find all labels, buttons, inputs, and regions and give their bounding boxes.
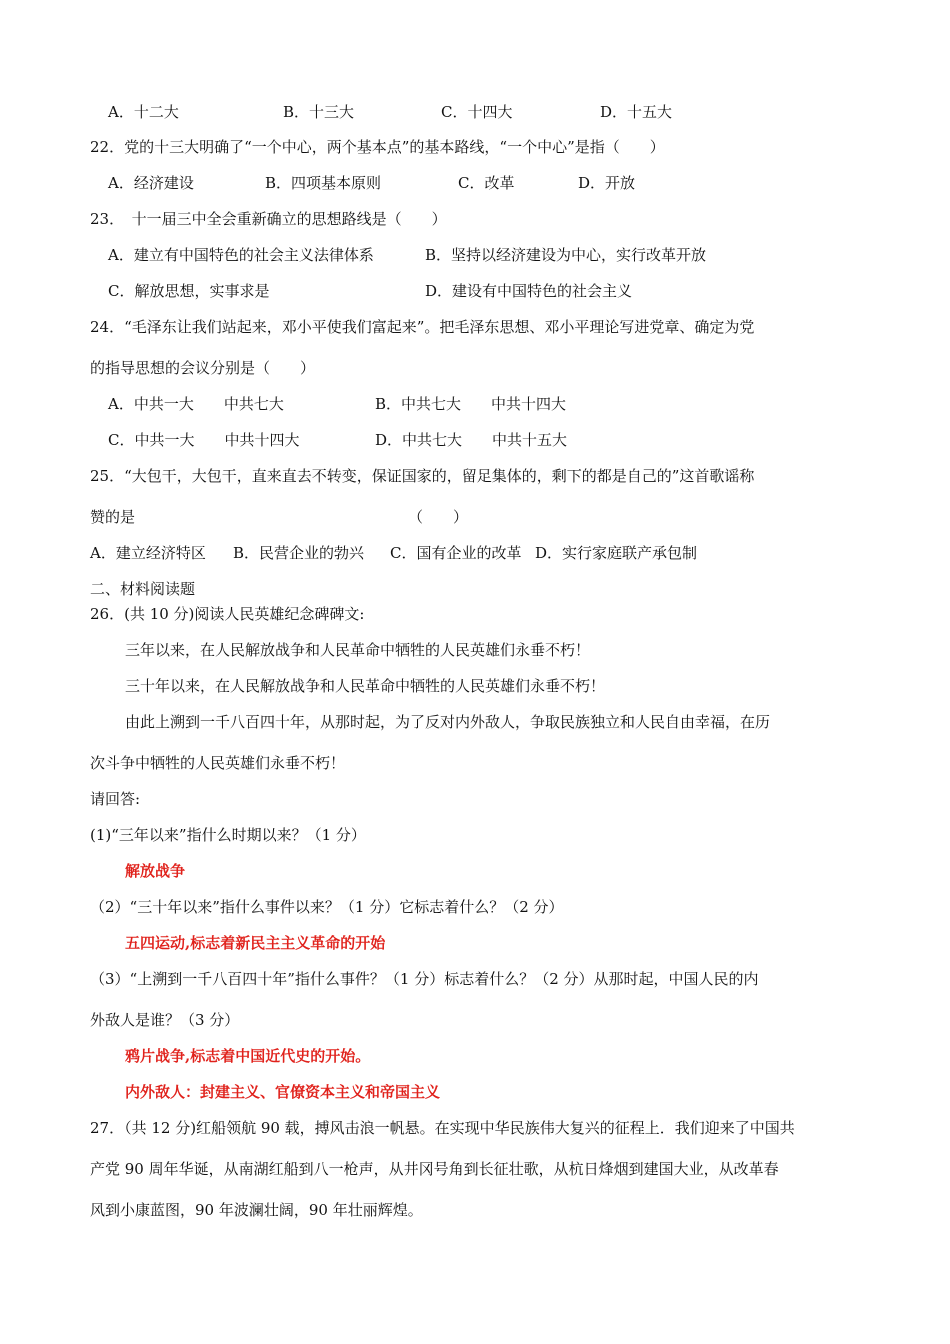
q26-sub-question-2: （2）“三十年以来”指什么事件以来？（1 分）它标志着什么？（2 分） xyxy=(90,898,564,916)
q22-option-b: B．四项基本原则 xyxy=(265,174,382,192)
q26-material-2: 三十年以来，在人民解放战争和人民革命中牺牲的人民英雄们永垂不朽！ xyxy=(125,677,606,695)
q23-option-a: A．建立有中国特色的社会主义法律体系 xyxy=(108,246,374,264)
q27-line-1: 27．（共 12 分)红船领航 90 载，搏风击浪一帆悬。在实现中华民族伟大复兴的征程上．我们迎来了中国共 xyxy=(90,1119,795,1137)
q26-material-1: 三年以来，在人民解放战争和人民革命中牺牲的人民英雄们永垂不朽！ xyxy=(125,641,591,659)
q27-line-3: 风到小康蓝图，90 年波澜壮阔，90 年壮丽辉煌。 xyxy=(90,1201,423,1219)
q23-stem: 23． 十一届三中全会重新确立的思想路线是（ ） xyxy=(90,210,447,228)
q24-option-c: C．中共一大 中共十四大 xyxy=(108,431,300,449)
q25-option-d: D．实行家庭联产承包制 xyxy=(535,544,698,562)
q21-option-c: C．十四大 xyxy=(441,103,513,121)
q22-option-a: A．经济建设 xyxy=(108,174,194,192)
q26-material-3-line2: 次斗争中牺牲的人民英雄们永垂不朽！ xyxy=(90,754,346,772)
q24-option-d: D．中共七大 中共十五大 xyxy=(375,431,568,449)
q25-option-b: B．民营企业的勃兴 xyxy=(233,544,365,562)
q25-option-a: A．建立经济特区 xyxy=(90,544,206,562)
q21-option-a: A．十二大 xyxy=(108,103,179,121)
q25-stem-line1: 25．“大包干，大包干，直来直去不转变，保证国家的，留足集体的，剩下的都是自己的”这首歌谣称 xyxy=(90,467,755,485)
q23-option-d: D．建设有中国特色的社会主义 xyxy=(425,282,633,300)
q26-answer-3b: 内外敌人：封建主义、官僚资本主义和帝国主义 xyxy=(125,1083,441,1101)
q24-stem-line2: 的指导思想的会议分别是（ ） xyxy=(90,359,316,377)
q24-stem-line1: 24．“毛泽东让我们站起来，邓小平使我们富起来”。把毛泽东思想、邓小平理论写进党章、确定为党 xyxy=(90,318,755,336)
q26-answer-1: 解放战争 xyxy=(125,862,186,880)
q26-sub-question-3-line2: 外敌人是谁？（3 分） xyxy=(90,1011,240,1029)
q21-option-d: D．十五大 xyxy=(600,103,673,121)
q26-material-3-line1: 由此上溯到一千八百四十年，从那时起，为了反对内外敌人，争取民族独立和人民自由幸福，在历 xyxy=(125,713,771,731)
q24-option-a: A．中共一大 中共七大 xyxy=(108,395,284,413)
q23-option-c: C．解放思想，实事求是 xyxy=(108,282,270,300)
q22-option-d: D．开放 xyxy=(578,174,636,192)
q22-option-c: C．改革 xyxy=(458,174,515,192)
q23-option-b: B．坚持以经济建设为中心，实行改革开放 xyxy=(425,246,707,264)
q24-option-b: B．中共七大 中共十四大 xyxy=(375,395,567,413)
q26-sub-question-3-line1: （3）“上溯到一千八百四十年”指什么事件？（1 分）标志着什么？（2 分）从那时起，中国人民的内 xyxy=(90,970,759,988)
q25-option-c: C．国有企业的改革 xyxy=(390,544,522,562)
q26-sub-question-1: (1)“三年以来”指什么时期以来？（1 分） xyxy=(90,826,366,844)
q27-line-2: 产党 90 周年华诞，从南湖红船到八一枪声，从井冈号角到长征壮歌，从杭日烽烟到建国大业，从改革春 xyxy=(90,1160,779,1178)
q26-prompt: 请回答: xyxy=(90,790,141,808)
q25-stem-line2: 赞的是 xyxy=(90,508,136,526)
q26-answer-3a: 鸦片战争,标志着中国近代史的开始。 xyxy=(125,1047,371,1065)
section-title: 二、材料阅读题 xyxy=(90,580,196,598)
q26-answer-2: 五四运动,标志着新民主主义革命的开始 xyxy=(125,934,386,952)
q25-answer-paren: （ ） xyxy=(408,508,469,526)
q26-stem: 26．(共 10 分)阅读人民英雄纪念碑碑文: xyxy=(90,605,365,623)
q22-stem: 22．党的十三大明确了“一个中心，两个基本点”的基本路线，“一个中心”是指（ ） xyxy=(90,138,665,156)
q21-option-b: B．十三大 xyxy=(283,103,355,121)
